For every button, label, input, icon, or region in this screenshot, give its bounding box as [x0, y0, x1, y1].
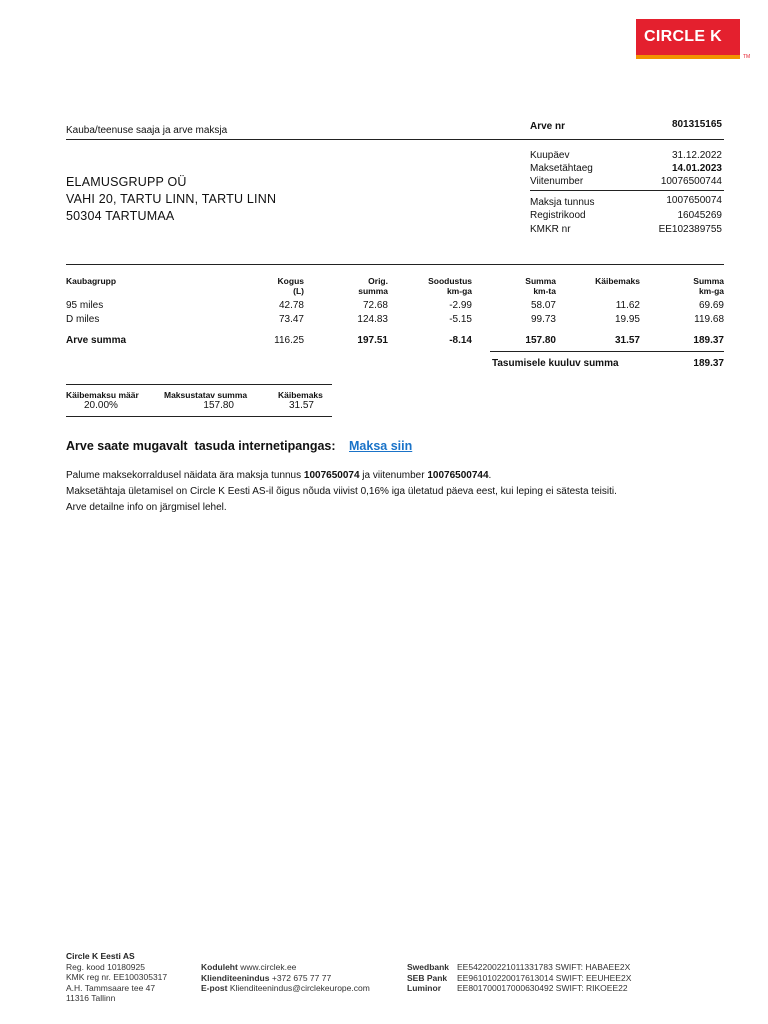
col-header-discount-line2: km-ga [446, 286, 472, 296]
row1-group: 95 miles [66, 300, 104, 311]
payable-value: 189.37 [693, 358, 724, 369]
row2-total: 119.68 [694, 314, 724, 325]
footer-bank-name: Luminor [407, 983, 441, 993]
reference-label: Viitenumber [530, 176, 584, 187]
note-reference: 10076500744 [427, 470, 489, 481]
row2-orig: 124.83 [357, 314, 388, 325]
footer-bank-iban: EE801700017000630492 SWIFT: RIKOEE22 [457, 983, 628, 993]
recipient-label: Kauba/teenuse saaja ja arve maksja [66, 125, 228, 136]
summary-vat: 31.57 [614, 335, 640, 346]
row2-qty: 73.47 [278, 314, 304, 325]
invoice-nr-label: Arve nr [530, 121, 566, 132]
reg-code-label: Registrikood [530, 210, 586, 221]
row2-discount: -5.15 [449, 314, 472, 325]
note-line-1 [66, 470, 491, 481]
col-header-orig-line1: Orig. [368, 276, 388, 286]
col-header-total-line2: km-ga [698, 286, 724, 296]
header-rule [66, 139, 724, 140]
row1-sum: 58.07 [530, 300, 556, 311]
vat-nr-value: EE102389755 [658, 224, 722, 235]
reference-value: 10076500744 [660, 176, 722, 187]
col-header-vat: Käibemaks [595, 276, 640, 286]
col-header-discount-line1: Soodustus [428, 276, 472, 286]
footer-kmk: KMK reg nr. EE100305317 [66, 972, 168, 982]
note-line-2: Maksetähtaja ületamisel on Circle K Eesti AS-il õigus nõuda viivist 0,16% iga ületatud päeva eest, kui leping ei sätesta teisiti. [66, 486, 617, 497]
pay-here-link[interactable]: Maksa siin [349, 439, 413, 453]
note-period: . [488, 470, 492, 481]
footer-bank-name: SEB Pank [407, 972, 448, 983]
footer-street: A.H. Tammsaare tee 47 [66, 982, 156, 993]
vat-taxable-value: 157.80 [203, 400, 234, 411]
col-header-qty-line1: Kogus [277, 276, 304, 286]
address-name: ELAMUSGRUPP OÜ [66, 175, 187, 189]
col-header-sum-line2: km-ta [533, 286, 556, 296]
date-label: Kuupäev [530, 150, 570, 161]
vat-nr-label: KMKR nr [530, 224, 571, 235]
col-header-orig [320, 276, 388, 296]
pay-online-text: Arve saate mugavalt tasuda internetipangas: [66, 439, 336, 453]
footer-contacts [201, 962, 370, 994]
footer-city: 11316 Tallinn [66, 993, 116, 1003]
col-header-qty [240, 276, 304, 296]
summary-total: 189.37 [693, 335, 724, 346]
col-header-group: Kaubagrupp [66, 276, 117, 286]
address-postal: 50304 TARTUMAA [66, 209, 175, 223]
invoice-nr: 801315165 [671, 119, 722, 130]
vat-rate-header: Käibemaksu määr [66, 390, 139, 400]
row2-sum: 99.73 [530, 314, 556, 325]
col-header-sum-line1: Summa [525, 276, 556, 286]
note-line-3: Arve detailne info on järgmisel lehel. [66, 502, 227, 513]
row2-vat: 19.95 [614, 314, 640, 325]
summary-label: Arve summa [66, 335, 127, 346]
summary-rule [490, 351, 724, 352]
circle-k-logo [636, 19, 751, 60]
vat-taxable-header: Maksustatav summa [164, 390, 248, 400]
address-street: VAHI 20, TARTU LINN, TARTU LINN [66, 192, 277, 206]
logo-trademark: TM [743, 54, 751, 60]
footer-bank-name: Swedbank [407, 962, 450, 972]
logo-text: CIRCLE K [644, 28, 722, 45]
col-header-orig-line2: summa [358, 286, 388, 296]
note-line-1-text: Palume maksekorraldusel näidata ära maksja tunnus [66, 470, 304, 481]
reg-code-value: 16045269 [677, 210, 722, 221]
vat-amount-value: 31.57 [288, 400, 314, 411]
footer-company [66, 951, 167, 1004]
footer-bank-iban: EE542200221011331783 SWIFT: HABAEE2X [457, 962, 631, 972]
logo-orange-stripe [636, 55, 740, 59]
footer-support-phone: +372 675 77 77 [271, 972, 332, 983]
footer-support-label: Klienditeenindus [201, 972, 270, 983]
col-header-total [660, 276, 724, 296]
col-header-total-line1: Summa [693, 276, 724, 286]
vat-table-top-rule [66, 384, 332, 385]
footer-reg-code: Reg. kood 10180925 [66, 961, 145, 972]
vat-table-bottom-rule [66, 416, 332, 417]
date-value: 31.12.2022 [671, 150, 722, 161]
payer-id-value: 1007650074 [666, 195, 722, 206]
col-header-sum [490, 276, 556, 296]
table-top-rule [66, 264, 724, 265]
footer-email-label: E-post [201, 983, 228, 993]
note-payer-id: 1007650074 [303, 470, 360, 481]
due-date-label: Maksetähtaeg [530, 163, 593, 174]
col-header-discount [400, 276, 472, 296]
due-date-value: 14.01.2023 [671, 163, 722, 174]
summary-orig: 197.51 [357, 335, 388, 346]
payer-id-label: Maksja tunnus [530, 197, 595, 208]
summary-qty: 116.25 [274, 335, 304, 346]
row1-qty: 42.78 [278, 300, 304, 311]
vat-amount-header: Käibemaks [278, 390, 323, 400]
footer-web[interactable]: www.circlek.ee [240, 962, 297, 972]
vat-rate-value: 20.00% [84, 400, 118, 411]
footer-banks [407, 962, 631, 994]
footer-web-label: Koduleht [201, 962, 238, 972]
col-header-qty-line2: (L) [293, 286, 304, 296]
summary-sum: 157.80 [525, 335, 556, 346]
footer-company-name: Circle K Eesti AS [66, 951, 135, 961]
summary-discount: -8.14 [449, 335, 472, 346]
row1-orig: 72.68 [362, 300, 388, 311]
row1-discount: -2.99 [449, 300, 472, 311]
row1-total: 69.69 [698, 300, 724, 311]
footer-email[interactable]: Klienditeenindus@circlekeurope.com [229, 983, 370, 993]
payable-label: Tasumisele kuuluv summa [492, 358, 619, 369]
meta-rule [530, 190, 724, 191]
row2-group: D miles [66, 314, 100, 325]
row1-vat: 11.62 [615, 300, 640, 311]
note-line-1-text-2: ja viitenumber [359, 470, 428, 481]
footer-bank-iban: EE961010220017613014 SWIFT: EEUHEE2X [457, 972, 632, 983]
